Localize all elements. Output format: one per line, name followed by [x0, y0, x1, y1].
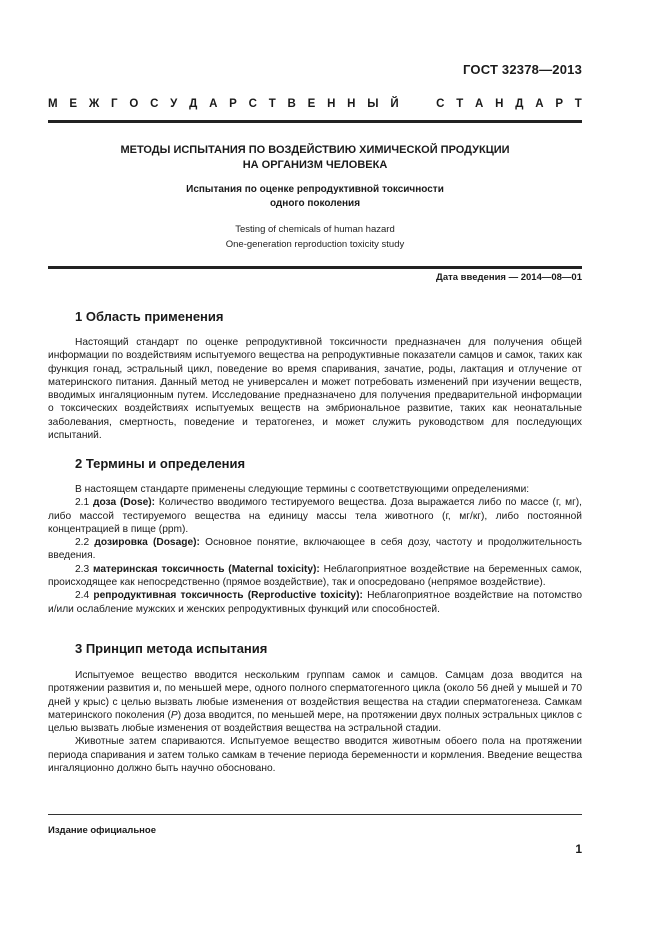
- section-heading-scope: 1 Область применения: [75, 309, 224, 324]
- section-body-principle: [48, 669, 582, 775]
- term-definition: [48, 536, 582, 563]
- term-name: репродуктивная токсичность (Reproductive toxicity):: [93, 590, 363, 602]
- term-text: Неблагоприятное воздействие на потомство и/или ослабление мужских и женских репродуктивных функций или способностей.: [48, 590, 583, 615]
- footer-divider: [48, 814, 582, 815]
- banner-letter: А: [209, 98, 218, 110]
- introduction-date: Дата введения — 2014—08—01: [436, 272, 582, 283]
- term-text: Основное понятие, включающее в себя дозу, частоту и продолжительность введения.: [48, 537, 582, 562]
- subtitle-line: одного поколения: [269, 198, 361, 209]
- banner-letter: Ы: [367, 98, 379, 110]
- term-number: 2.1: [75, 497, 93, 509]
- section-heading-principle: 3 Принцип метода испытания: [75, 641, 268, 656]
- banner-letter: Ж: [88, 98, 100, 110]
- banner-letter: Р: [229, 98, 237, 110]
- paragraph: Настоящий стандарт по оценке репродуктивной токсичности предназначен для получения общей информации по воздействиям испытуемого вещества на репродуктивные показатели самцов и самок, таких как функция гонад, эстральный цикл, поведение во время спаривания, зачатие, роды, лактация и отлучение от материнского питания. Данный метод не универсален и может потребовать изменений при изучении веществ, вводимых ингаляционным путем. Исследование предназначено для получения предварительной информации о токсических воздействиях испытуемых веществ на эмбриональное развитие, таких как неонатальные заболевания, смертность, поведение и тератогенез, и может служить руководством для последующих испытаний.: [48, 337, 582, 442]
- banner-letter: Т: [456, 98, 464, 110]
- paragraph: Животные затем спариваются. Испытуемое вещество вводится животным обоего пола на протяжении периода спаривания и затем только самкам в течение периода беременности и кормления. Введение вещества ингаляционно должно быть научно обосновано.: [48, 736, 582, 775]
- official-edition-note: Издание официальное: [48, 825, 156, 836]
- standard-banner: [48, 98, 582, 110]
- banner-letter: С: [436, 98, 445, 110]
- term-number: 2.2: [75, 537, 95, 549]
- section-heading-terms: 2 Термины и определения: [75, 456, 246, 471]
- document-subtitle: [48, 183, 582, 211]
- banner-letter: Т: [574, 98, 582, 110]
- page-number: 1: [575, 842, 582, 856]
- text-run: Испытуемое вещество вводится нескольким группам самок и самцов. Самцам доза вводится на протяжении развития и, по меньшей мере, одного полного сперматогенного цикла (около 56 дней у мышей и 70 дней у крыс) с целью вызвать любые изменения от воздействия вещества на стадии сперматогенеза. Самкам материнского поколения (: [48, 670, 582, 721]
- banner-letter: Д: [515, 98, 524, 110]
- banner-gap: [410, 98, 424, 110]
- term-name: доза (Dose):: [93, 497, 156, 509]
- english-title-line: One-generation reproduction toxicity study: [225, 239, 405, 250]
- title-divider: [48, 266, 582, 269]
- standard-code: ГОСТ 32378—2013: [463, 62, 582, 77]
- banner-letter: У: [170, 98, 178, 110]
- banner-letter: Р: [555, 98, 563, 110]
- banner-letter: М: [48, 98, 58, 110]
- banner-letter: Г: [111, 98, 118, 110]
- banner-letter: Д: [189, 98, 198, 110]
- banner-letter: С: [248, 98, 257, 110]
- banner-letter: Й: [390, 98, 399, 110]
- paragraph: В настоящем стандарте применены следующие термины с соответствующими определениями:: [75, 484, 530, 495]
- banner-letter: Н: [347, 98, 356, 110]
- generation-symbol: P: [170, 709, 178, 721]
- top-divider: [48, 120, 582, 123]
- banner-letter: О: [129, 98, 139, 110]
- term-text: Неблагоприятное воздействие на беременных самок, происходящее как непосредственно (прямое воздействие), так и опосредовано (непрямое воздействие).: [48, 563, 582, 589]
- term-definition: [48, 496, 582, 536]
- term-text: Количество вводимого тестируемого вещества. Доза выражается либо по массе (г, мг), либо массой тестируемого вещества на единицу массы тела животного (г, мг/кг), либо постоянной концентрацией в пище (ppm).: [48, 497, 583, 535]
- section-body-scope: [48, 336, 582, 442]
- term-name: материнская токсичность (Maternal toxicity):: [92, 563, 320, 575]
- english-title: [48, 222, 582, 252]
- title-line: МЕТОДЫ ИСПЫТАНИЯ ПО ВОЗДЕЙСТВИЮ ХИМИЧЕСКОЙ ПРОДУКЦИИ: [120, 144, 510, 156]
- section-body-terms: [48, 483, 582, 616]
- term-definition: [48, 563, 582, 590]
- title-line: НА ОРГАНИЗМ ЧЕЛОВЕКА: [242, 159, 388, 171]
- term-name: дозировка (Dosage):: [94, 537, 200, 549]
- term-definition: [48, 589, 582, 616]
- banner-letter: С: [150, 98, 159, 110]
- term-number: 2.4: [75, 590, 94, 602]
- banner-letter: Н: [327, 98, 336, 110]
- text-run: ) доза вводится, по меньшей мере, на протяжении двух полных эстральных циклов с целью вызвать любые изменения от воздействия вещества на эстральной стадии.: [48, 709, 582, 735]
- subtitle-line: Испытания по оценке репродуктивной токсичности: [186, 184, 444, 195]
- banner-letter: А: [535, 98, 544, 110]
- banner-letter: Н: [495, 98, 504, 110]
- banner-letter: А: [475, 98, 484, 110]
- paragraph: [48, 669, 582, 735]
- term-number: 2.3: [75, 563, 93, 575]
- banner-letter: Е: [307, 98, 316, 110]
- english-title-line: Testing of chemicals of human hazard: [235, 224, 395, 235]
- banner-letter: Т: [268, 98, 276, 110]
- banner-letter: Е: [69, 98, 78, 110]
- banner-letter: В: [287, 98, 296, 110]
- document-title: [48, 143, 582, 173]
